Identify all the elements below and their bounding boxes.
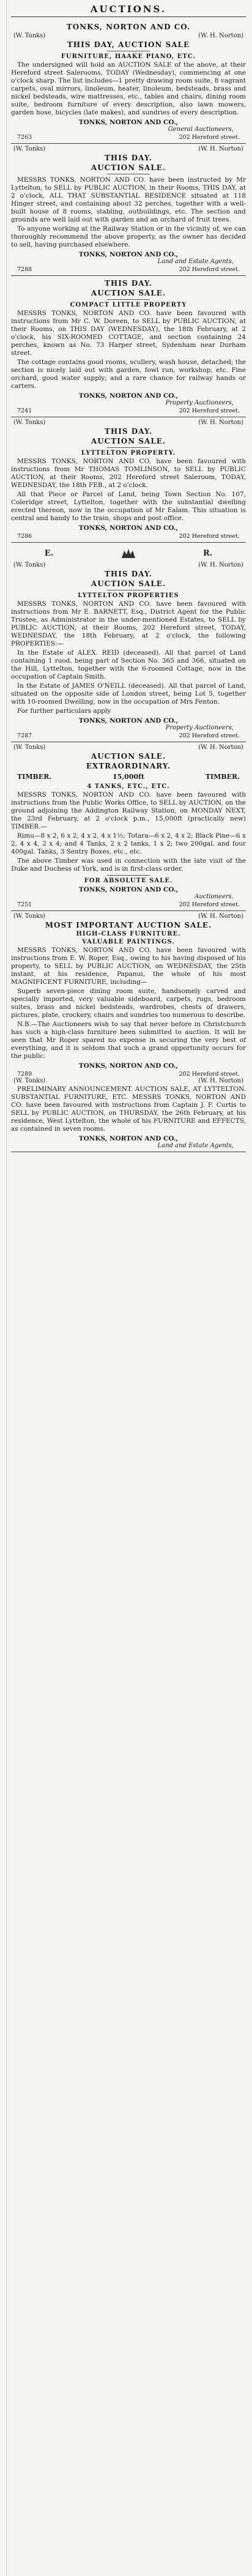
ad-footer [11, 1070, 246, 1078]
ad-byline [11, 744, 246, 751]
ad-signature: TONKS, NORTON AND CO., [78, 251, 179, 258]
ad-subheading: THIS DAY, AUCTION SALE [67, 40, 190, 49]
ad-footer [11, 406, 246, 414]
ad-footer [11, 133, 246, 141]
ad-role: General Auctioneers, [168, 126, 234, 133]
ad-signature: TONKS, NORTON AND CO., [78, 886, 179, 893]
timber-line [11, 773, 246, 781]
ad-subheading: FOR ABSOLUTE SALE. [84, 877, 173, 884]
ad-body: MESSRS TONKS, NORTON AND CO. have been favoured with instructions from Mr THOMAS TOMLINSON, to SELL by PUBLIC AUCTION, at their Rooms, 202 Hereford street Saleroom, TODAY, WEDNESDAY, the 18th FEB., at 2 o'clock. [11, 458, 246, 489]
ad-signature: TONKS, NORTON AND CO., [78, 524, 179, 532]
ad-heading: THIS DAY. [104, 427, 153, 436]
byline-left: (W. Tonks) [13, 1078, 46, 1084]
byline-right: (W. H. Norton) [198, 1078, 243, 1084]
byline-right: (W. H. Norton) [198, 562, 243, 568]
ad-address: 202 Hereford street. [179, 732, 240, 739]
byline-right: (W. H. Norton) [198, 146, 243, 152]
byline-left: (W. Tonks) [13, 744, 46, 751]
ad-ref: 7251 [17, 901, 32, 908]
royal-crest [11, 547, 246, 559]
ad-subheading: COMPACT LITTLE PROPERTY [70, 302, 187, 308]
ad-subheading: VALUABLE PAINTINGS. [82, 939, 175, 945]
ad-address: 202 Hereford street. [179, 266, 240, 273]
byline-left: (W. Tonks) [13, 913, 46, 920]
byline-left: (W. Tonks) [13, 419, 46, 426]
ad-body: The undersigned will hold an AUCTION SALE of the above, at their Hereford street Salerooms, TODAY (Wednesday), commencing at one o'clock sharp. The list includes—1 pretty drawing room suite, 8 vagrant carpets, oval mirrors, linoleum, heater, linoleum, bedsteads, brass and nickel bedsteads, wire mattresses, etc., tables and chairs, dining room suite, bedroom furniture of every description, also lawn mowers, garden hose, bicycles (late makes), and sundries of every description. [11, 61, 246, 116]
ad-subheading: AUCTION SALE. [91, 437, 166, 445]
ad-heading: TONKS, NORTON AND CO. [66, 23, 191, 31]
ad-subheading: LYTTELTON PROPERTY. [81, 450, 176, 456]
ad-role: Property Auctioneers, [165, 724, 234, 731]
ad-byline [11, 913, 246, 920]
ad-byline [11, 562, 246, 568]
ad-subheading: AUCTION SALE. [91, 289, 166, 297]
byline-right: (W. H. Norton) [198, 419, 243, 426]
ad-body: In the Estate of ALEX. REID (deceased). All that parcel of Land containing 1 rood, being part of Section No. 365 and 366, situated on the Hill, Lyttelton, together with the 6-roomed Cottage, now in the occupation of Captain Smith. [11, 649, 246, 680]
timber-label: TIMBER. [205, 773, 240, 781]
ad-ref: 7289 [17, 1071, 32, 1078]
ad-byline [11, 146, 246, 152]
ad-role: Land and Estate Agents, [157, 1142, 234, 1149]
ad-footer [11, 900, 246, 908]
ad-address: 202 Hereford street. [179, 901, 240, 908]
ad-body: MESSRS TONKS, NORTON AND CO. have been favoured with instructions from Mr C. W. Doreen, to SELL by PUBLIC AUCTION, at their Rooms, on THIS DAY (WEDNESDAY), the 18th February, at 2 o'clock, his SIX-ROOMED COTTAGE, and section containing 24 perches, known as No. 73 Harper street, Sydenham near Durham street. [11, 310, 246, 357]
ad-body: MESSRS TONKS, NORTON AND CO. have been favoured with instructions from E. W. Roper, Esq., owing to his having disposed of his property, to SELL by PUBLIC AUCTION, on WEDNESDAY, the 25th instant, at his residence, Papanui, the whole of his most MAGNIFICENT FURNITURE, including— [11, 947, 246, 986]
byline-right: (W. H. Norton) [198, 744, 243, 751]
timber-quantity: 15,000ft [113, 773, 144, 781]
ad-role: Auctioneers. [195, 893, 234, 900]
ad-footer [11, 265, 246, 273]
auction-ad-compact-property [11, 276, 246, 417]
ad-body: The above Timber was used in connection with the late visit of the Duke and Duchess of York, and is in first-class order. [11, 857, 246, 873]
ad-body: MESSRS TONKS, NORTON AND CO. have been favoured with instructions from Mr E. BARNETT, Esq., District Agent for the Public Trustee, as Administrator in the under-mentioned Estates, to SELL by PUBLIC AUCTION, at their Rooms, 202 Hereford street, TODAY, WEDNESDAY, the 18th February, at 2 o'clock, the following PROPERTIES:— [11, 600, 246, 647]
ad-heading: MOST IMPORTANT AUCTION SALE. [45, 921, 212, 929]
ad-heading: THIS DAY. [104, 154, 153, 162]
ad-body: MESSRS TONKS, NORTON AND CO. have been favoured with instructions from the Public Works Office, to SELL by AUCTION, on the ground adjoining the Addington Railway Station, on MONDAY NEXT, the 23rd February, at 2 o'clock p.m., 15,000ft (practically new) TIMBER.— [11, 791, 246, 830]
ad-body: MESSRS TONKS, NORTON AND CO. have been instructed by Mr Lyttelton, to SELL by PUBLIC AUCTION, in their Rooms, THIS DAY, at 2 o'clock, ALL THAT SUBSTANTIAL RESIDENCE situated at 118 Hinger street, and containing about 32 perches, together with a well-built house of 8 rooms, stabling, outbuildings, etc. The section and grounds are well laid out with garden and an orchard of fruit trees. [11, 176, 246, 223]
ad-subheading: AUCTION SALE. [91, 163, 166, 172]
ad-heading: THIS DAY. [104, 570, 153, 578]
ad-address: 202 Hereford street. [179, 533, 240, 540]
byline-left: (W. Tonks) [13, 146, 46, 152]
ad-subheading: HIGH-CLASS FURNITURE. [76, 931, 181, 937]
ad-body: N.B.—The Auctioneers wish to say that never before in Christchurch has such a high-class furniture been submitted to auction. It will be seen that Mr Roper spared no expense in securing the very best of everything, and it is seldom that such a grand opportunity occurs for the public. [11, 1021, 246, 1060]
ad-subheading: FURNITURE, HAAKE PIANO, ETC. [61, 53, 196, 60]
auction-ad-timber [11, 742, 246, 911]
ad-body: The cottage contains good rooms, scullery, wash house, detached; the section is nicely laid out with garden, fowl run, workshop, etc. Fine orchard, good water supply; and a rare chance for railway hands or carters. [11, 359, 246, 390]
ad-role: Property Auctioneers, [165, 400, 234, 406]
ad-address: 202 Hereford street. [179, 1071, 240, 1078]
ad-body: PRELIMINARY ANNOUNCEMENT. AUCTION SALE, AT LYTTELTON. SUBSTANTIAL FURNITURE, ETC. MESSRS TONKS, NORTON AND CO. have been favoured with instructions from Captain J. F. Curtis to SELL by PUBLIC AUCTION, on THURSDAY, the 26th February, at his residence, West Lyttelton, the whole of his FURNITURE and EFFECTS, as contained in seven rooms. [11, 1085, 246, 1133]
ad-body: Rimu—8 x 2, 6 x 2, 4 x 2, 4 x 1½; Totara—6 x 2, 4 x 2; Black Pine—6 x 2, 4 x 4, 2 x 4; and 4 Tanks, 2 x 2 tanks, 1 x 2; two 200gal. and four 400gal. Tanks, 3 Sentry Boxes, etc., etc. [11, 832, 246, 855]
auction-ad-furniture-paintings [11, 911, 246, 1152]
ad-body: Superb seven-piece dining room suite, handsomely carved and specially imported, very valuable sideboard, carpets, rugs, bedroom suites, brass and nickel bedsteads, wardrobes, chests of drawers, pictures, plate, crockery, chairs and sundries too numerous to describe. [11, 988, 246, 1019]
ad-body: In the Estate of JAMES O'NEILL (deceased). All that parcel of Land, situated on the opposite side of London street, being Lot 5, together with 10-roomed Dwelling, now in the occupation of Mrs Fenton. [11, 682, 246, 705]
byline-left: (W. Tonks) [13, 562, 46, 568]
ad-byline [11, 32, 246, 39]
ad-body: To anyone working at the Railway Station or in the vicinity of, we can thoroughly recommend the above property, as the owner has decided to sell, having purchased elsewhere. [11, 225, 246, 248]
ad-heading: AUCTION SALE. [91, 752, 166, 761]
section-masthead: AUCTIONS. [11, 4, 246, 17]
ad-address: 202 Hereford street. [179, 134, 240, 141]
timber-label: TIMBER. [17, 773, 52, 781]
ad-subheading: 4 TANKS, ETC., ETC. [87, 783, 170, 790]
ad-signature: TONKS, NORTON AND CO., [78, 119, 179, 126]
crest-icon [120, 547, 136, 559]
auction-ad-residence [11, 144, 246, 276]
ad-signature: TONKS, NORTON AND CO., [78, 392, 179, 400]
ad-ref: 7288 [17, 266, 32, 273]
ad-footer [11, 532, 246, 540]
ad-signature: TONKS, NORTON AND CO., [78, 1062, 179, 1070]
ad-body: For further particulars apply [17, 707, 111, 715]
auction-ad-lyttelton-properties [11, 543, 246, 742]
ad-byline [11, 1078, 246, 1084]
ad-body: All that Piece or Parcel of Land, being Town Section No. 107, Coleridge street, Lyttelton, together with the substantial dwelling erected thereon, now in the occupation of Mr Ealam. This situation is central and handy to the train, shops and post office. [11, 491, 246, 522]
ad-subheading: AUCTION SALE. [91, 579, 166, 588]
ad-address: 202 Hereford street. [179, 408, 240, 414]
byline-right: (W. H. Norton) [198, 913, 243, 920]
ad-subheading: LYTTELTON PROPERTIES [78, 592, 179, 599]
ad-signature: TONKS, NORTON AND CO., [78, 717, 179, 724]
ad-ref: 7287 [17, 732, 32, 739]
auction-ad-furniture [11, 20, 246, 144]
crest-letter-left: E. [44, 548, 54, 558]
page-gutter [0, 0, 7, 2576]
ad-ref: 7286 [17, 533, 32, 540]
ad-byline [11, 419, 246, 426]
ad-signature: TONKS, NORTON AND CO., [78, 1135, 179, 1142]
auction-ad-lyttelton-property [11, 417, 246, 543]
auction-column [11, 4, 246, 1152]
crest-letter-right: R. [202, 548, 213, 558]
ad-heading: THIS DAY. [104, 279, 153, 288]
byline-right: (W. H. Norton) [198, 32, 243, 39]
ad-footer [11, 731, 246, 739]
ad-ref: 7241 [17, 408, 32, 414]
byline-left: (W. Tonks) [13, 32, 46, 39]
ad-role: Land and Estate Agents, [157, 258, 234, 265]
ad-subheading: EXTRAORDINARY. [86, 762, 171, 770]
ad-ref: 7263 [17, 134, 32, 141]
